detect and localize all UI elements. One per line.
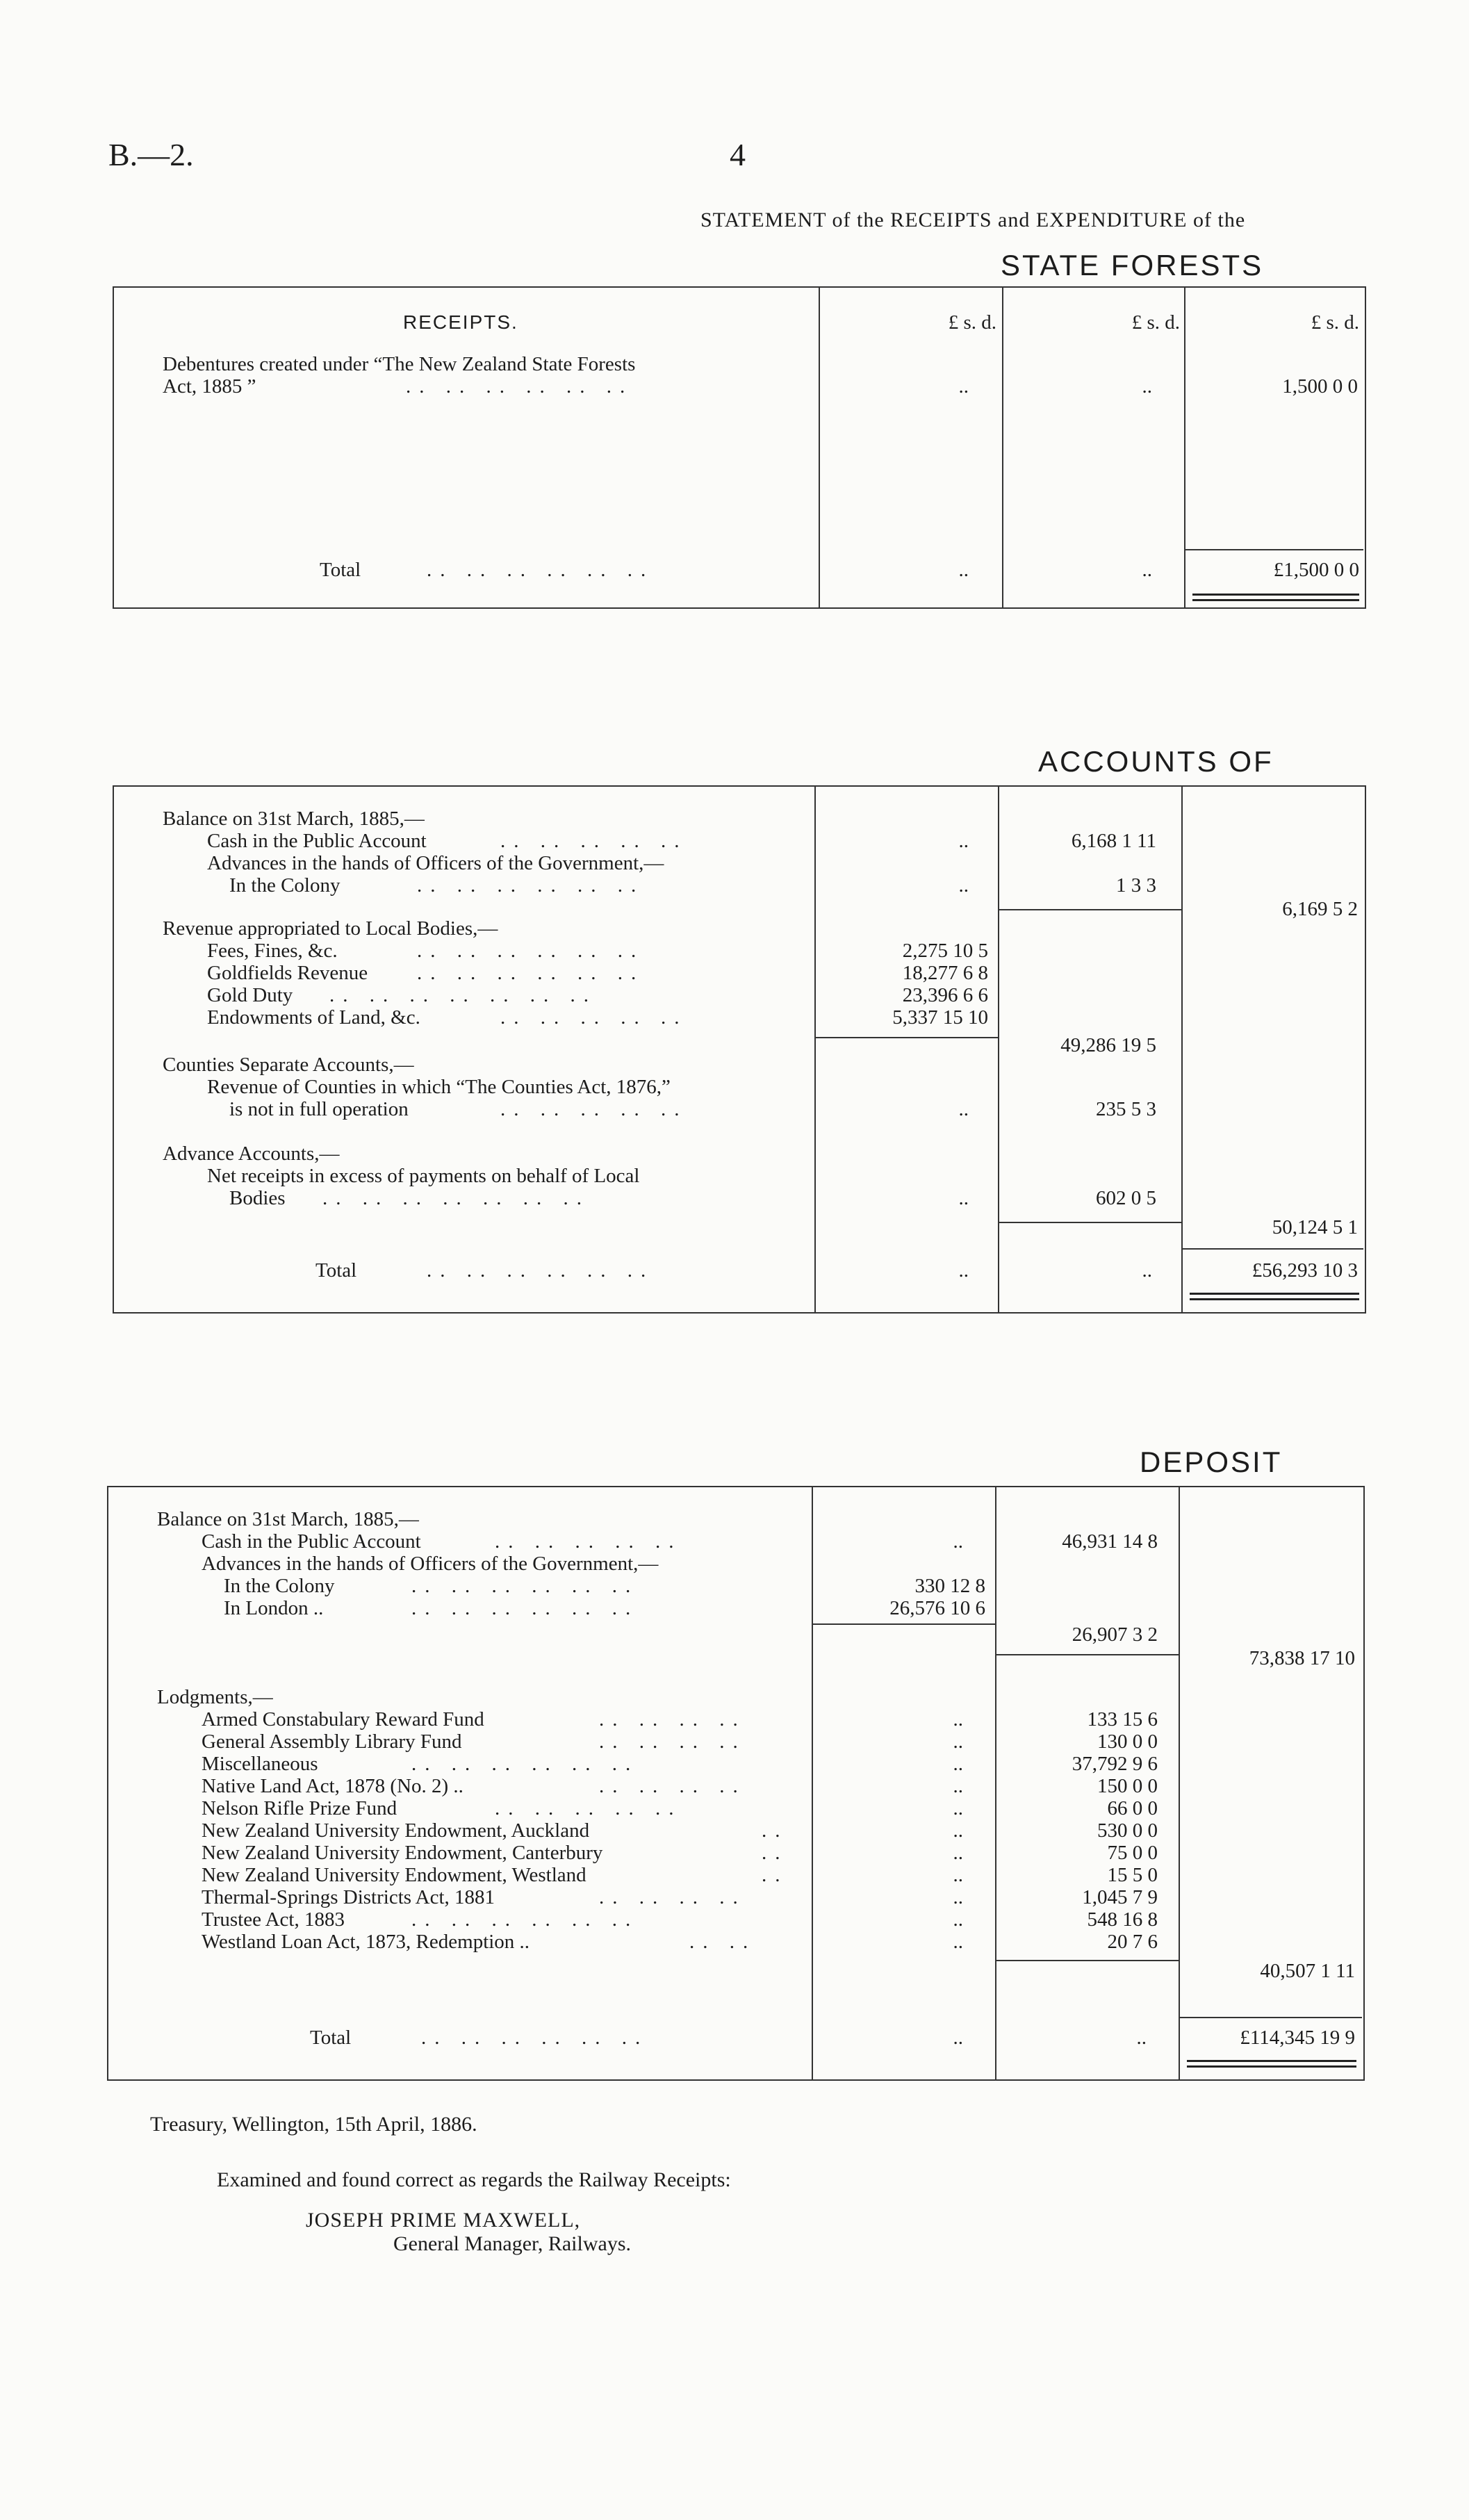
deposit-table	[107, 1486, 1365, 2081]
cash-col1: ..	[953, 1530, 963, 1553]
double-rule	[1190, 1293, 1359, 1300]
advance-col1: ..	[958, 1187, 969, 1209]
column-divider	[819, 288, 820, 607]
counties-label-line2: is not in full operation	[229, 1098, 409, 1120]
lodgment-amount: 130 0 0	[1097, 1731, 1158, 1753]
balance-total: 73,838 17 10	[1249, 1647, 1355, 1669]
debentures-amount: 1,500 0 0	[1282, 375, 1358, 398]
column-divider	[1179, 1487, 1180, 2079]
colony-amount: 1 3 3	[1116, 874, 1156, 897]
leader-dots: .. .. .. ..	[599, 1886, 746, 1908]
column-divider	[1181, 787, 1183, 1312]
lodgments-total: 40,507 1 11	[1260, 1960, 1355, 1982]
lodgment-label: Miscellaneous	[202, 1753, 318, 1775]
total-rule	[1184, 549, 1363, 550]
london-amount: 26,576 10 6	[889, 1597, 985, 1619]
leader-dots: .. .. .. ..	[599, 1731, 746, 1753]
total-label: Total	[320, 559, 361, 581]
col-header-3: £ s. d.	[1311, 311, 1359, 334]
lodgments-heading: Lodgments,—	[157, 1686, 273, 1708]
debentures-col1: ..	[958, 375, 969, 398]
column-divider	[814, 787, 816, 1312]
revenue-item-amount: 2,275 10 5	[902, 940, 988, 962]
lodgment-col1: ..	[953, 1731, 963, 1753]
lodgment-col1: ..	[953, 1886, 963, 1908]
cash-label: Cash in the Public Account	[202, 1530, 421, 1553]
column-divider	[1184, 288, 1185, 607]
lodgment-label: Trustee Act, 1883	[202, 1908, 345, 1931]
leader-dots: .. .. .. .. .. ..	[427, 559, 655, 581]
leader-dots: .. .. .. .. .. ..	[411, 1575, 639, 1597]
subtotal-rule	[814, 1037, 998, 1038]
lodgment-col1: ..	[953, 1797, 963, 1819]
column-divider	[998, 787, 999, 1312]
state-forests-heading: STATE FORESTS	[1001, 249, 1264, 281]
subtotal-rule	[998, 909, 1181, 910]
leader-dots: .. .. .. .. .. ..	[427, 1259, 655, 1282]
total-col2: ..	[1136, 2027, 1147, 2049]
leader-dots: .. .. .. .. .. ..	[411, 1908, 639, 1931]
examined-line: Examined and found correct as regards the Railway Receipts:	[217, 2168, 731, 2191]
total-col2: ..	[1142, 559, 1152, 581]
lodgment-amount: 150 0 0	[1097, 1775, 1158, 1797]
total-rule	[1179, 2017, 1362, 2018]
double-rule	[1187, 2060, 1356, 2068]
treasury-line: Treasury, Wellington, 15th April, 1886.	[150, 2113, 477, 2136]
lodgment-label: Armed Constabulary Reward Fund	[202, 1708, 484, 1731]
revenue-item-label: Fees, Fines, &c.	[207, 940, 338, 962]
leader-dots: .. .. .. .. ..	[495, 1797, 682, 1819]
accounts-table	[113, 785, 1366, 1314]
lodgment-col1: ..	[953, 1864, 963, 1886]
total-label: Total	[310, 2027, 352, 2049]
grand-total: £114,345 19 9	[1240, 2027, 1355, 2049]
debentures-label-line1: Debentures created under “The New Zealand State Forests	[163, 353, 636, 375]
debentures-col2: ..	[1142, 375, 1152, 398]
grand-total: £56,293 10 3	[1251, 1259, 1358, 1282]
leader-dots: .. .. .. .. .. .. ..	[322, 1187, 590, 1209]
leader-dots: .. .. .. .. .. ..	[406, 375, 634, 398]
total-rule	[1181, 1248, 1363, 1250]
section-total: 50,124 5 1	[1272, 1216, 1358, 1238]
counties-heading: Counties Separate Accounts,—	[163, 1054, 414, 1076]
lodgment-col1: ..	[953, 1708, 963, 1731]
cash-col1: ..	[958, 830, 969, 852]
double-rule	[1192, 594, 1359, 601]
counties-col1: ..	[958, 1098, 969, 1120]
revenue-item-amount: 18,277 6 8	[902, 962, 988, 984]
advances-label: Advances in the hands of Officers of the Government,—	[202, 1553, 659, 1575]
leader-dots: .. .. .. .. ..	[500, 1098, 688, 1120]
total-col2: ..	[1142, 1259, 1152, 1282]
lodgment-amount: 133 15 6	[1087, 1708, 1158, 1731]
advance-amount: 602 0 5	[1096, 1187, 1156, 1209]
signatory-name: JOSEPH PRIME MAXWELL,	[306, 2209, 581, 2232]
lodgment-col1: ..	[953, 1753, 963, 1775]
state-forests-table	[113, 286, 1366, 609]
subtotal-rule	[998, 1222, 1181, 1223]
lodgment-amount: 66 0 0	[1107, 1797, 1158, 1819]
subtotal-rule	[995, 1960, 1179, 1961]
advance-heading: Advance Accounts,—	[163, 1143, 340, 1165]
subtotal-rule	[812, 1623, 995, 1625]
counties-label-line1: Revenue of Counties in which “The Counties Act, 1876,”	[207, 1076, 671, 1098]
leader-dots: .. ..	[689, 1931, 757, 1953]
col-header-2: £ s. d.	[1131, 311, 1180, 334]
balance-heading: Balance on 31st March, 1885,—	[157, 1508, 419, 1530]
lodgment-label: Native Land Act, 1878 (No. 2) ..	[202, 1775, 463, 1797]
lodgment-amount: 37,792 9 6	[1072, 1753, 1158, 1775]
lodgment-label: Westland Loan Act, 1873, Redemption ..	[202, 1931, 530, 1953]
leader-dots: .. .. .. .. ..	[500, 830, 688, 852]
total-col1: ..	[958, 559, 969, 581]
lodgment-amount: 1,045 7 9	[1082, 1886, 1158, 1908]
lodgment-amount: 530 0 0	[1097, 1819, 1158, 1842]
page-number: 4	[730, 137, 746, 172]
leader-dots: .. .. .. .. .. ..	[417, 874, 645, 897]
lodgment-col1: ..	[953, 1908, 963, 1931]
lodgment-amount: 548 16 8	[1087, 1908, 1158, 1931]
subtotal-rule	[995, 1654, 1179, 1655]
counties-amount: 235 5 3	[1096, 1098, 1156, 1120]
lodgment-label: New Zealand University Endowment, Westland	[202, 1864, 586, 1886]
balance-heading: Balance on 31st March, 1885,—	[163, 808, 425, 830]
leader-dots: .. .. .. .. ..	[500, 1006, 688, 1029]
advance-label-line1: Net receipts in excess of payments on behalf of Local	[207, 1165, 640, 1187]
lodgment-label: General Assembly Library Fund	[202, 1731, 462, 1753]
london-label: In London ..	[224, 1597, 324, 1619]
deposit-heading: DEPOSIT	[1140, 1446, 1283, 1478]
leader-dots: .. .. .. .. .. ..	[417, 940, 645, 962]
revenue-total: 49,286 19 5	[1060, 1034, 1156, 1056]
debentures-label-line2: Act, 1885 ”	[163, 375, 256, 398]
colony-label: In the Colony	[229, 874, 340, 897]
colony-label: In the Colony	[224, 1575, 335, 1597]
document-reference: B.—2.	[108, 137, 194, 172]
leader-dots: .. .. .. .. .. ..	[411, 1597, 639, 1619]
lodgment-col1: ..	[953, 1775, 963, 1797]
lodgment-label: Nelson Rifle Prize Fund	[202, 1797, 397, 1819]
balance-total: 6,169 5 2	[1282, 898, 1358, 920]
lodgment-label: New Zealand University Endowment, Canterbury	[202, 1842, 603, 1864]
advances-label: Advances in the hands of Officers of the Government,—	[207, 852, 664, 874]
leader-dots: .. .. .. ..	[599, 1708, 746, 1731]
total-label: Total	[315, 1259, 357, 1282]
revenue-item-label: Goldfields Revenue	[207, 962, 368, 984]
column-divider	[1002, 288, 1003, 607]
leader-dots: .. .. .. .. ..	[495, 1530, 682, 1553]
colony-amount: 330 12 8	[914, 1575, 985, 1597]
accounts-heading: ACCOUNTS OF	[1038, 745, 1274, 778]
advance-label-line2: Bodies	[229, 1187, 286, 1209]
revenue-item-label: Gold Duty	[207, 984, 293, 1006]
leader-dots: ..	[762, 1842, 789, 1864]
lodgment-amount: 15 5 0	[1107, 1864, 1158, 1886]
lodgment-amount: 75 0 0	[1107, 1842, 1158, 1864]
leader-dots: ..	[762, 1864, 789, 1886]
colony-col1: ..	[958, 874, 969, 897]
leader-dots: .. .. .. .. .. ..	[421, 2027, 649, 2049]
lodgment-col1: ..	[953, 1842, 963, 1864]
signatory-title: General Manager, Railways.	[393, 2232, 631, 2255]
revenue-item-amount: 23,396 6 6	[902, 984, 988, 1006]
total-amount: £1,500 0 0	[1273, 559, 1359, 581]
leader-dots: .. .. .. .. .. ..	[411, 1753, 639, 1775]
revenue-item-label: Endowments of Land, &c.	[207, 1006, 420, 1029]
lodgment-amount: 20 7 6	[1107, 1931, 1158, 1953]
lodgment-label: New Zealand University Endowment, Auckland	[202, 1819, 590, 1842]
cash-amount: 6,168 1 11	[1071, 830, 1156, 852]
total-col1: ..	[953, 2027, 963, 2049]
lodgment-col1: ..	[953, 1819, 963, 1842]
column-divider	[995, 1487, 996, 2079]
receipts-column-header: RECEIPTS.	[403, 311, 518, 333]
revenue-heading: Revenue appropriated to Local Bodies,—	[163, 917, 498, 940]
total-col1: ..	[958, 1259, 969, 1282]
lodgment-label: Thermal-Springs Districts Act, 1881	[202, 1886, 495, 1908]
col-header-1: £ s. d.	[948, 311, 996, 334]
leader-dots: .. .. .. .. .. .. ..	[329, 984, 597, 1006]
cash-label: Cash in the Public Account	[207, 830, 427, 852]
advances-total: 26,907 3 2	[1072, 1623, 1158, 1646]
leader-dots: ..	[762, 1819, 789, 1842]
revenue-item-amount: 5,337 15 10	[892, 1006, 988, 1029]
statement-heading: STATEMENT of the RECEIPTS and EXPENDITURE of the	[700, 208, 1246, 231]
leader-dots: .. .. .. .. .. ..	[417, 962, 645, 984]
lodgment-col1: ..	[953, 1931, 963, 1953]
leader-dots: .. .. .. ..	[599, 1775, 746, 1797]
cash-amount: 46,931 14 8	[1062, 1530, 1158, 1553]
